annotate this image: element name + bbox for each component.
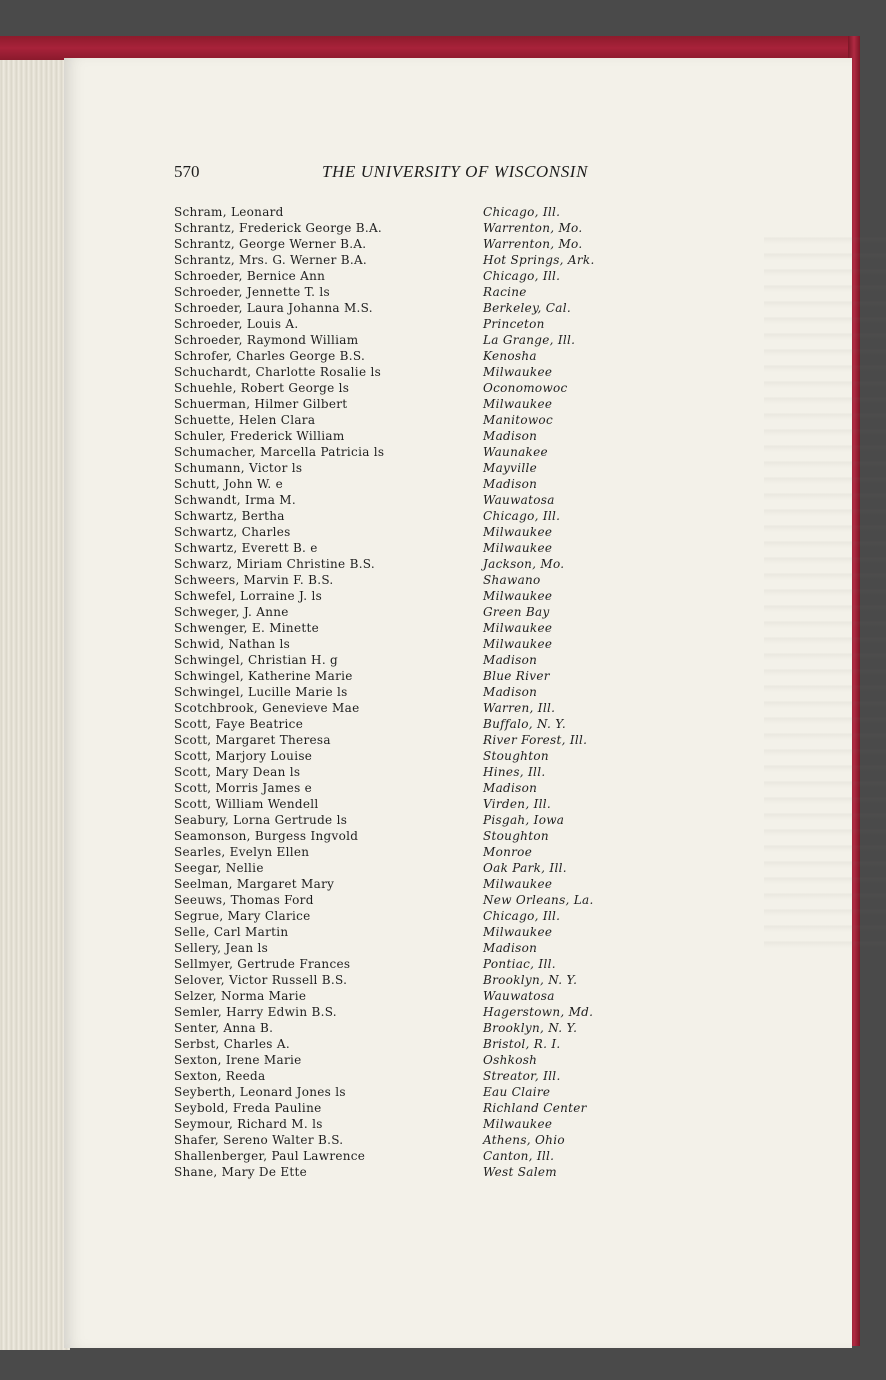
entry-name: Shane, Mary De Ette xyxy=(174,1165,308,1179)
entry-name: Schroeder, Louis A. xyxy=(174,317,299,331)
entry-name: Schwartz, Everett B. e xyxy=(174,541,318,555)
entry-name: Schuerman, Hilmer Gilbert xyxy=(174,397,348,411)
entry-place: Green Bay xyxy=(483,605,550,619)
directory-entry xyxy=(174,892,674,908)
directory-entry xyxy=(174,700,674,716)
directory-entry xyxy=(174,220,674,236)
entry-name: Scott, Marjory Louise xyxy=(174,749,313,763)
directory-entry xyxy=(174,300,674,316)
directory-entry xyxy=(174,876,674,892)
entry-place: Madison xyxy=(483,941,538,955)
entry-name: Schroeder, Bernice Ann xyxy=(174,269,326,283)
entry-place: Chicago, Ill. xyxy=(483,509,561,523)
entry-name: Schumacher, Marcella Patricia ls xyxy=(174,445,385,459)
entry-place: Canton, Ill. xyxy=(483,1149,555,1163)
directory-entry xyxy=(174,764,674,780)
entry-place: Jackson, Mo. xyxy=(483,557,565,571)
directory-entry xyxy=(174,748,674,764)
page-stack-edge xyxy=(0,60,70,1350)
entry-place: River Forest, Ill. xyxy=(483,733,588,747)
entry-name: Seamonson, Burgess Ingvold xyxy=(174,829,359,843)
directory-entry xyxy=(174,636,674,652)
entry-name: Schwingel, Katherine Marie xyxy=(174,669,353,683)
entry-place: Eau Claire xyxy=(483,1085,551,1099)
directory-entry xyxy=(174,732,674,748)
entry-place: Chicago, Ill. xyxy=(483,269,561,283)
directory-entry xyxy=(174,1164,674,1180)
entry-place: Stoughton xyxy=(483,749,549,763)
entry-place: Virden, Ill. xyxy=(483,797,552,811)
directory-entry xyxy=(174,1132,674,1148)
entry-place: Pontiac, Ill. xyxy=(483,957,556,971)
entry-place: Hot Springs, Ark. xyxy=(483,253,595,267)
directory-entry xyxy=(174,428,674,444)
entry-place: Chicago, Ill. xyxy=(483,205,561,219)
directory-entry xyxy=(174,1116,674,1132)
entry-name: Schweers, Marvin F. B.S. xyxy=(174,573,334,587)
entry-place: Madison xyxy=(483,429,538,443)
directory-entry xyxy=(174,572,674,588)
directory-entry xyxy=(174,780,674,796)
directory-entry xyxy=(174,668,674,684)
entry-name: Seegar, Nellie xyxy=(174,861,264,875)
directory-entry xyxy=(174,460,674,476)
entry-place: Madison xyxy=(483,781,538,795)
entry-place: Waunakee xyxy=(483,445,548,459)
entry-name: Scott, William Wendell xyxy=(174,797,319,811)
entry-name: Schwarz, Miriam Christine B.S. xyxy=(174,557,376,571)
entry-place: Madison xyxy=(483,685,538,699)
directory-entry xyxy=(174,796,674,812)
running-title: THE UNIVERSITY OF WISCONSIN xyxy=(322,162,589,181)
entry-place: Oak Park, Ill. xyxy=(483,861,567,875)
entry-place: Milwaukee xyxy=(483,525,553,539)
directory-entry xyxy=(174,1148,674,1164)
directory-entry xyxy=(174,908,674,924)
entry-name: Shallenberger, Paul Lawrence xyxy=(174,1149,366,1163)
entry-name: Schuler, Frederick William xyxy=(174,429,345,443)
entry-name: Selover, Victor Russell B.S. xyxy=(174,973,348,987)
entry-place: Milwaukee xyxy=(483,637,553,651)
entry-place: Hagerstown, Md. xyxy=(483,1005,594,1019)
directory-entry xyxy=(174,940,674,956)
directory-entry xyxy=(174,1100,674,1116)
entry-place: Madison xyxy=(483,477,538,491)
directory-entry xyxy=(174,348,674,364)
entry-place: Shawano xyxy=(483,573,541,587)
entry-name: Schroeder, Laura Johanna M.S. xyxy=(174,301,373,315)
directory-entry xyxy=(174,1020,674,1036)
entry-place: Bristol, R. I. xyxy=(483,1037,561,1051)
entry-name: Schwingel, Christian H. g xyxy=(174,653,339,667)
entry-name: Scott, Mary Dean ls xyxy=(174,765,301,779)
entry-place: Warrenton, Mo. xyxy=(483,221,583,235)
directory-entry xyxy=(174,1052,674,1068)
entry-place: Manitowoc xyxy=(483,413,553,427)
entry-name: Semler, Harry Edwin B.S. xyxy=(174,1005,337,1019)
directory-entry xyxy=(174,972,674,988)
entry-place: Monroe xyxy=(483,845,533,859)
entry-name: Selle, Carl Martin xyxy=(174,925,289,939)
entry-name: Schroeder, Jennette T. ls xyxy=(174,285,330,299)
directory-entry xyxy=(174,812,674,828)
entry-place: Oconomowoc xyxy=(483,381,568,395)
entry-name: Seybold, Freda Pauline xyxy=(174,1101,322,1115)
directory-entry xyxy=(174,412,674,428)
directory-list xyxy=(174,204,674,1180)
entry-name: Seabury, Lorna Gertrude ls xyxy=(174,813,348,827)
page-number: 570 xyxy=(174,162,200,181)
entry-place: La Grange, Ill. xyxy=(483,333,576,347)
directory-entry xyxy=(174,860,674,876)
entry-place: Kenosha xyxy=(483,349,537,363)
entry-name: Schwandt, Irma M. xyxy=(174,493,296,507)
directory-entry xyxy=(174,268,674,284)
directory-entry xyxy=(174,988,674,1004)
entry-name: Scott, Faye Beatrice xyxy=(174,717,304,731)
directory-entry xyxy=(174,556,674,572)
entry-place: Milwaukee xyxy=(483,925,553,939)
directory-entry xyxy=(174,396,674,412)
entry-place: New Orleans, La. xyxy=(483,893,594,907)
entry-place: Milwaukee xyxy=(483,397,553,411)
entry-name: Selzer, Norma Marie xyxy=(174,989,307,1003)
entry-name: Schroeder, Raymond William xyxy=(174,333,359,347)
entry-name: Schwid, Nathan ls xyxy=(174,637,291,651)
entry-name: Shafer, Sereno Walter B.S. xyxy=(174,1133,344,1147)
directory-entry xyxy=(174,844,674,860)
directory-entry xyxy=(174,620,674,636)
directory-entry xyxy=(174,956,674,972)
entry-place: Brooklyn, N. Y. xyxy=(483,1021,578,1035)
entry-place: Pisgah, Iowa xyxy=(483,813,565,827)
directory-entry xyxy=(174,604,674,620)
entry-place: Milwaukee xyxy=(483,877,553,891)
entry-place: Chicago, Ill. xyxy=(483,909,561,923)
entry-name: Schwingel, Lucille Marie ls xyxy=(174,685,348,699)
entry-name: Schweger, J. Anne xyxy=(174,605,289,619)
directory-entry xyxy=(174,380,674,396)
entry-place: Streator, Ill. xyxy=(483,1069,561,1083)
entry-place: Oshkosh xyxy=(483,1053,538,1067)
entry-name: Scotchbrook, Genevieve Mae xyxy=(174,701,360,715)
entry-place: Stoughton xyxy=(483,829,549,843)
show-through-text xyxy=(764,228,886,948)
entry-name: Schrantz, Mrs. G. Werner B.A. xyxy=(174,253,368,267)
entry-name: Senter, Anna B. xyxy=(174,1021,274,1035)
directory-entry xyxy=(174,828,674,844)
entry-name: Seelman, Margaret Mary xyxy=(174,877,335,891)
entry-place: Racine xyxy=(483,285,527,299)
entry-name: Schutt, John W. e xyxy=(174,477,284,491)
entry-place: Warrenton, Mo. xyxy=(483,237,583,251)
entry-place: Milwaukee xyxy=(483,589,553,603)
entry-place: Milwaukee xyxy=(483,541,553,555)
directory-entry xyxy=(174,492,674,508)
directory-entry xyxy=(174,652,674,668)
entry-name: Seeuws, Thomas Ford xyxy=(174,893,314,907)
directory-entry xyxy=(174,684,674,700)
entry-name: Sellmyer, Gertrude Frances xyxy=(174,957,351,971)
directory-entry xyxy=(174,716,674,732)
entry-place: Milwaukee xyxy=(483,1117,553,1131)
directory-entry xyxy=(174,316,674,332)
entry-name: Schrantz, Frederick George B.A. xyxy=(174,221,383,235)
entry-place: Madison xyxy=(483,653,538,667)
entry-name: Schrantz, George Werner B.A. xyxy=(174,237,367,251)
entry-name: Scott, Morris James e xyxy=(174,781,313,795)
entry-name: Schwenger, E. Minette xyxy=(174,621,319,635)
entry-name: Schram, Leonard xyxy=(174,205,284,219)
entry-place: Hines, Ill. xyxy=(483,765,546,779)
directory-entry xyxy=(174,364,674,380)
entry-name: Serbst, Charles A. xyxy=(174,1037,290,1051)
entry-place: Milwaukee xyxy=(483,365,553,379)
entry-place: Milwaukee xyxy=(483,621,553,635)
entry-place: Brooklyn, N. Y. xyxy=(483,973,578,987)
directory-entry xyxy=(174,508,674,524)
entry-place: Blue River xyxy=(483,669,550,683)
directory-entry xyxy=(174,476,674,492)
entry-name: Sexton, Irene Marie xyxy=(174,1053,302,1067)
entry-name: Schwefel, Lorraine J. ls xyxy=(174,589,323,603)
directory-entry xyxy=(174,444,674,460)
directory-entry xyxy=(174,588,674,604)
directory-entry xyxy=(174,924,674,940)
entry-name: Scott, Margaret Theresa xyxy=(174,733,331,747)
directory-entry xyxy=(174,284,674,300)
entry-name: Schuehle, Robert George ls xyxy=(174,381,350,395)
directory-entry xyxy=(174,1084,674,1100)
entry-name: Segrue, Mary Clarice xyxy=(174,909,311,923)
entry-place: Warren, Ill. xyxy=(483,701,556,715)
entry-name: Searles, Evelyn Ellen xyxy=(174,845,310,859)
directory-entry xyxy=(174,1068,674,1084)
entry-name: Schuette, Helen Clara xyxy=(174,413,316,427)
entry-name: Sellery, Jean ls xyxy=(174,941,269,955)
entry-place: Wauwatosa xyxy=(483,989,555,1003)
entry-name: Schwartz, Bertha xyxy=(174,509,285,523)
directory-entry xyxy=(174,540,674,556)
entry-place: Mayville xyxy=(483,461,538,475)
directory-entry xyxy=(174,524,674,540)
directory-entry xyxy=(174,236,674,252)
entry-name: Schrofer, Charles George B.S. xyxy=(174,349,366,363)
directory-entry xyxy=(174,1004,674,1020)
directory-entry xyxy=(174,252,674,268)
entry-name: Schwartz, Charles xyxy=(174,525,291,539)
entry-place: Princeton xyxy=(483,317,545,331)
entry-place: West Salem xyxy=(483,1165,557,1179)
entry-name: Seyberth, Leonard Jones ls xyxy=(174,1085,346,1099)
entry-place: Richland Center xyxy=(483,1101,587,1115)
entry-place: Wauwatosa xyxy=(483,493,555,507)
entry-place: Buffalo, N. Y. xyxy=(483,717,567,731)
directory-entry xyxy=(174,204,674,220)
entry-place: Berkeley, Cal. xyxy=(483,301,571,315)
entry-name: Schuchardt, Charlotte Rosalie ls xyxy=(174,365,382,379)
page-header xyxy=(174,162,644,186)
directory-entry xyxy=(174,1036,674,1052)
entry-name: Seymour, Richard M. ls xyxy=(174,1117,323,1131)
entry-name: Sexton, Reeda xyxy=(174,1069,266,1083)
entry-name: Schumann, Victor ls xyxy=(174,461,303,475)
entry-place: Athens, Ohio xyxy=(483,1133,565,1147)
directory-entry xyxy=(174,332,674,348)
